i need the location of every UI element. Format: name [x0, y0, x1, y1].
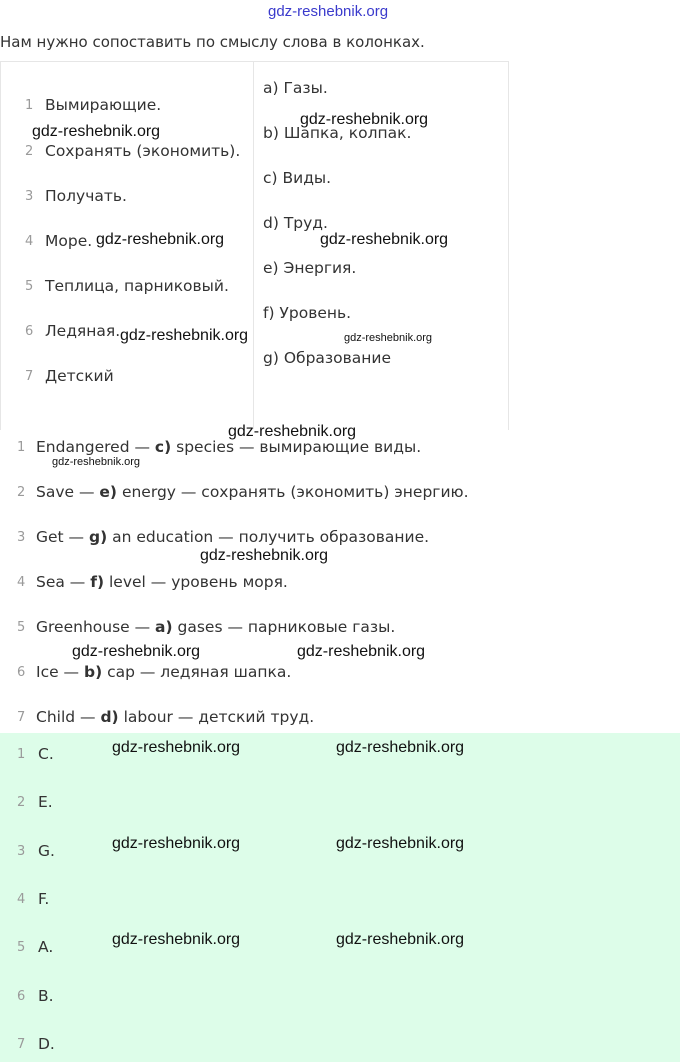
match-rest: species — вымирающие виды.: [171, 438, 422, 456]
left-item-number: 6: [25, 324, 34, 339]
match-line: [36, 573, 288, 591]
left-item-text: Получать.: [45, 187, 127, 205]
right-item-text: g) Образование: [263, 349, 392, 367]
match-number: 3: [17, 530, 26, 545]
answer-letter: E.: [38, 793, 53, 811]
watermark: gdz-reshebnik.org: [120, 327, 249, 344]
right-item-text: f) Уровень.: [263, 304, 352, 322]
left-item-number: 2: [25, 144, 34, 159]
left-item-text: Вымирающие.: [45, 96, 162, 114]
left-item-text: Море.: [45, 232, 93, 250]
watermark-top: gdz-reshebnik.org: [268, 3, 389, 20]
left-item-text: Детский: [45, 367, 114, 385]
match-letter: a): [155, 618, 173, 636]
left-item-number: 4: [25, 234, 34, 249]
match-line: [36, 483, 469, 501]
answer-number: 7: [17, 1037, 26, 1052]
answer-number: 6: [17, 989, 26, 1004]
match-rest: cap — ледяная шапка.: [102, 663, 292, 681]
match-line: [36, 663, 291, 681]
watermark: gdz-reshebnik.org: [96, 231, 225, 248]
right-item-text: a) Газы.: [263, 79, 328, 97]
match-word: Save —: [36, 483, 100, 501]
match-rest: level — уровень моря.: [104, 573, 288, 591]
watermark: gdz-reshebnik.org: [300, 111, 429, 128]
match-number: 1: [17, 440, 26, 455]
match-number: 6: [17, 665, 26, 680]
match-letter: g): [88, 528, 108, 546]
answer-number: 3: [17, 844, 26, 859]
watermark: gdz-reshebnik.org: [32, 123, 161, 140]
left-item-text: Ледяная.: [45, 322, 121, 340]
answers-panel: [0, 733, 680, 1062]
answer-letter: F.: [38, 890, 50, 908]
match-letter: b): [83, 663, 103, 681]
match-rest: labour — детский труд.: [118, 708, 315, 726]
table-divider: [253, 61, 254, 429]
answer-letter: A.: [38, 938, 54, 956]
right-item-text: b) Шапка, колпак.: [263, 124, 412, 142]
watermark: gdz-reshebnik.org: [112, 931, 241, 948]
match-rest: energy — сохранять (экономить) энергию.: [117, 483, 469, 501]
answer-letter: C.: [38, 745, 54, 763]
left-item-text: Теплица, парниковый.: [45, 277, 229, 295]
match-number: 4: [17, 575, 26, 590]
answer-number: 4: [17, 892, 26, 907]
match-rest: an education — получить образование.: [107, 528, 430, 546]
answer-letter: D.: [38, 1035, 55, 1053]
match-number: 2: [17, 485, 26, 500]
left-item-number: 7: [25, 369, 34, 384]
match-line: [36, 618, 395, 636]
match-word: Get —: [36, 528, 89, 546]
answer-number: 5: [17, 940, 26, 955]
left-item-text: Сохранять (экономить).: [45, 142, 241, 160]
right-item-text: e) Энергия.: [263, 259, 357, 277]
watermark: gdz-reshebnik.org: [297, 643, 426, 660]
answer-letter: G.: [38, 842, 55, 860]
watermark: gdz-reshebnik.org: [336, 835, 465, 852]
watermark: gdz-reshebnik.org: [52, 456, 141, 468]
match-number: 7: [17, 710, 26, 725]
match-letter: d): [100, 708, 119, 726]
watermark: gdz-reshebnik.org: [336, 931, 465, 948]
match-word: Sea —: [36, 573, 91, 591]
watermark: gdz-reshebnik.org: [72, 643, 201, 660]
right-item-text: d) Труд.: [263, 214, 328, 232]
match-line: [36, 528, 429, 546]
match-letter: f): [90, 573, 105, 591]
match-rest: gases — парниковые газы.: [172, 618, 396, 636]
watermark: gdz-reshebnik.org: [336, 739, 465, 756]
answer-number: 2: [17, 795, 26, 810]
match-word: Greenhouse —: [36, 618, 156, 636]
left-item-number: 1: [25, 98, 34, 113]
left-item-number: 3: [25, 189, 34, 204]
answer-letter: B.: [38, 987, 54, 1005]
match-letter: c): [154, 438, 172, 456]
answer-number: 1: [17, 747, 26, 762]
match-letter: e): [99, 483, 118, 501]
watermark: gdz-reshebnik.org: [200, 547, 329, 564]
match-word: Child —: [36, 708, 101, 726]
watermark: gdz-reshebnik.org: [112, 739, 241, 756]
match-line: [36, 708, 314, 726]
watermark: gdz-reshebnik.org: [112, 835, 241, 852]
watermark: gdz-reshebnik.org: [228, 423, 357, 440]
right-item-text: c) Виды.: [263, 169, 332, 187]
match-word: Endangered —: [36, 438, 155, 456]
watermark: gdz-reshebnik.org: [320, 231, 449, 248]
match-word: Ice —: [36, 663, 84, 681]
match-number: 5: [17, 620, 26, 635]
left-item-number: 5: [25, 279, 34, 294]
watermark: gdz-reshebnik.org: [344, 332, 433, 344]
task-intro: Нам нужно сопоставить по смыслу слова в колонках.: [0, 33, 425, 51]
